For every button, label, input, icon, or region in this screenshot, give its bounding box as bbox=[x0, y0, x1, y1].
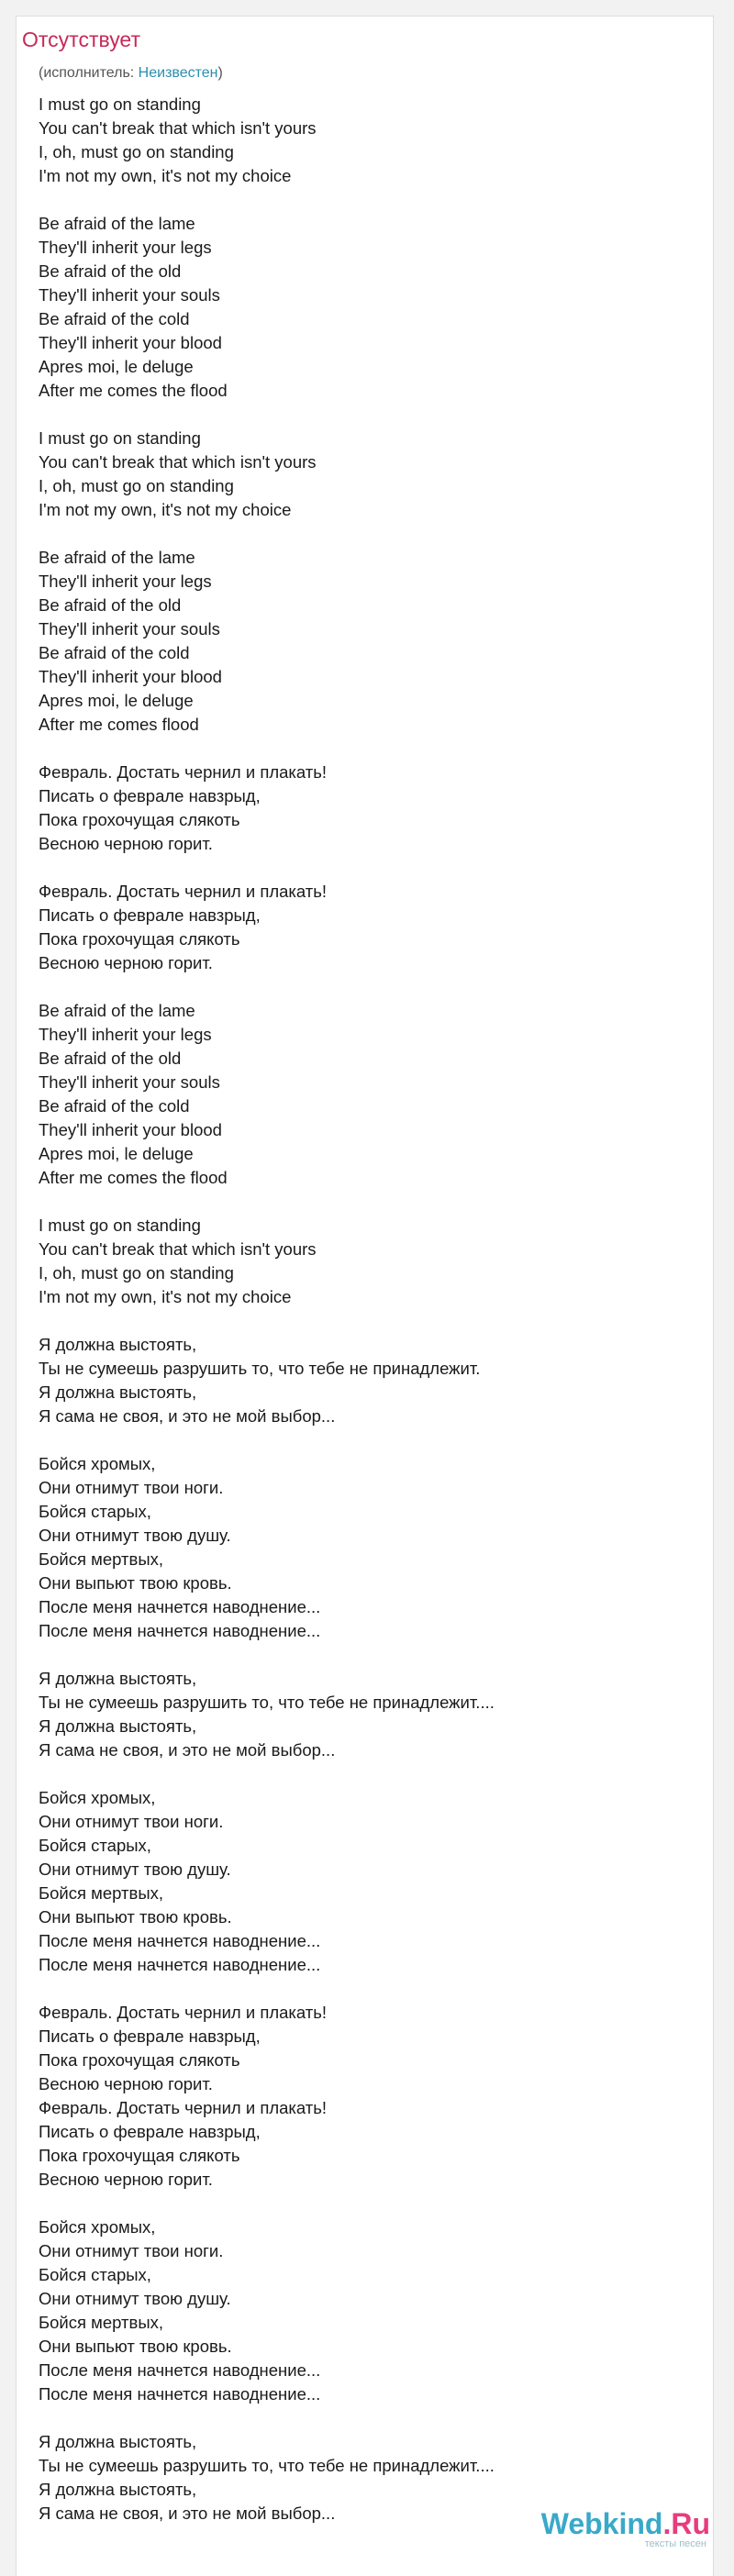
lyric-line: Бойся мертвых, bbox=[39, 1883, 164, 1903]
lyric-line: Бойся мертвых, bbox=[39, 1549, 164, 1569]
lyrics-stanza bbox=[39, 546, 699, 737]
logo-tagline: тексты песен bbox=[644, 2538, 706, 2549]
lyric-line: Be afraid of the cold bbox=[39, 309, 190, 328]
lyric-line: Я должна выстоять, bbox=[39, 1716, 197, 1736]
lyric-line: После меня начнется наводнение... bbox=[39, 1955, 321, 1974]
lyric-line: Весною черною горит. bbox=[39, 2074, 213, 2093]
logo-main-text: Webkind bbox=[540, 2507, 663, 2540]
lyric-line: Be afraid of the old bbox=[39, 261, 182, 281]
lyrics-stanza bbox=[39, 1667, 699, 1762]
lyric-line: Февраль. Достать чернил и плакать! bbox=[39, 762, 328, 782]
lyric-line: They'll inherit your souls bbox=[39, 619, 220, 638]
lyric-line: Пока грохочущая слякоть bbox=[39, 810, 240, 829]
lyric-line: I'm not my own, it's not my choice bbox=[39, 166, 292, 185]
lyric-line: They'll inherit your souls bbox=[39, 285, 220, 305]
lyric-line: I must go on standing bbox=[39, 94, 201, 114]
lyric-line: Они выпьют твою кровь. bbox=[39, 1573, 232, 1593]
lyric-line: Бойся старых, bbox=[39, 1836, 151, 1855]
lyric-line: Я должна выстоять, bbox=[39, 1669, 197, 1688]
lyric-line: После меня начнется наводнение... bbox=[39, 2384, 321, 2404]
lyrics-stanza bbox=[39, 999, 699, 1190]
lyric-line: Be afraid of the old bbox=[39, 595, 182, 615]
lyric-line: They'll inherit your legs bbox=[39, 572, 212, 591]
lyric-line: Февраль. Достать чернил и плакать! bbox=[39, 2098, 328, 2117]
lyric-line: После меня начнется наводнение... bbox=[39, 2360, 321, 2380]
lyric-line: Ты не сумеешь разрушить то, что тебе не принадлежит.... bbox=[39, 2456, 495, 2475]
lyric-line: Весною черною горит. bbox=[39, 2170, 213, 2189]
lyric-line: Весною черною горит. bbox=[39, 834, 213, 853]
lyric-line: Я должна выстоять, bbox=[39, 1335, 197, 1354]
lyric-line: I'm not my own, it's not my choice bbox=[39, 1287, 292, 1306]
lyric-line: Бойся мертвых, bbox=[39, 2313, 164, 2332]
lyric-line: Я должна выстоять, bbox=[39, 2480, 197, 2499]
lyrics-stanza bbox=[39, 1786, 699, 1977]
lyric-line: После меня начнется наводнение... bbox=[39, 1931, 321, 1950]
site-logo[interactable] bbox=[541, 2507, 710, 2549]
lyric-line: Я должна выстоять, bbox=[39, 2432, 197, 2451]
lyric-line: Я должна выстоять, bbox=[39, 1382, 197, 1402]
lyric-line: Я сама не своя, и это не мой выбор... bbox=[39, 2504, 336, 2523]
lyric-line: I'm not my own, it's not my choice bbox=[39, 500, 292, 519]
lyric-line: Они отнимут твои ноги. bbox=[39, 1812, 224, 1831]
lyric-line: I must go on standing bbox=[39, 428, 201, 448]
lyric-line: Они отнимут твою душу. bbox=[39, 1526, 231, 1545]
artist-prefix: (исполнитель: bbox=[39, 65, 139, 81]
lyrics-stanza bbox=[39, 1452, 699, 1643]
lyric-line: Они отнимут твою душу. bbox=[39, 1860, 231, 1879]
lyric-line: Писать о феврале навзрыд, bbox=[39, 786, 261, 805]
lyric-line: Писать о феврале навзрыд, bbox=[39, 2122, 261, 2141]
lyric-line: They'll inherit your legs bbox=[39, 238, 212, 257]
logo-tld: .Ru bbox=[662, 2507, 710, 2540]
lyrics-stanza bbox=[39, 880, 699, 975]
lyric-line: I, oh, must go on standing bbox=[39, 476, 234, 495]
lyric-line: После меня начнется наводнение... bbox=[39, 1621, 321, 1640]
lyric-line: Они выпьют твою кровь. bbox=[39, 2337, 232, 2356]
lyric-line: Be afraid of the lame bbox=[39, 548, 195, 567]
lyric-line: Они отнимут твои ноги. bbox=[39, 2241, 224, 2260]
lyric-line: Be afraid of the cold bbox=[39, 1096, 190, 1116]
lyric-line: They'll inherit your blood bbox=[39, 667, 222, 686]
lyric-line: Бойся старых, bbox=[39, 2265, 151, 2284]
lyrics-stanza bbox=[39, 761, 699, 856]
lyric-line: Бойся хромых, bbox=[39, 2217, 156, 2237]
lyric-line: Весною черною горит. bbox=[39, 953, 213, 972]
lyric-line: После меня начнется наводнение... bbox=[39, 1597, 321, 1616]
lyric-line: Be afraid of the lame bbox=[39, 214, 195, 233]
lyric-line: I, oh, must go on standing bbox=[39, 1263, 234, 1282]
lyric-line: They'll inherit your blood bbox=[39, 1120, 222, 1139]
lyric-line: Пока грохочущая слякоть bbox=[39, 2146, 240, 2165]
lyric-line: Февраль. Достать чернил и плакать! bbox=[39, 2003, 328, 2022]
lyric-line: You can't break that which isn't yours bbox=[39, 1239, 317, 1259]
lyrics-stanza bbox=[39, 93, 699, 188]
lyric-line: Be afraid of the lame bbox=[39, 1001, 195, 1020]
lyric-line: Бойся хромых, bbox=[39, 1454, 156, 1473]
artist-link[interactable]: Неизвестен bbox=[138, 65, 218, 81]
lyric-line: Писать о феврале навзрыд, bbox=[39, 2026, 261, 2046]
lyrics-stanza bbox=[39, 427, 699, 522]
lyric-line: Ты не сумеешь разрушить то, что тебе не принадлежит. bbox=[39, 1359, 481, 1378]
lyric-line: Пока грохочущая слякоть bbox=[39, 929, 240, 949]
song-title: Отсутствует bbox=[22, 28, 140, 51]
lyric-line: You can't break that which isn't yours bbox=[39, 118, 317, 138]
lyric-line: Be afraid of the cold bbox=[39, 643, 190, 662]
lyric-line: I, oh, must go on standing bbox=[39, 142, 234, 161]
lyrics-stanza bbox=[39, 2215, 699, 2406]
lyric-line: I must go on standing bbox=[39, 1216, 201, 1235]
lyric-line: Бойся хромых, bbox=[39, 1788, 156, 1807]
lyrics-body bbox=[39, 93, 699, 2549]
artist-line bbox=[39, 64, 223, 83]
lyrics-stanza bbox=[39, 1214, 699, 1309]
lyric-line: Писать о феврале навзрыд, bbox=[39, 905, 261, 925]
lyric-line: Apres moi, le deluge bbox=[39, 357, 194, 376]
lyric-line: Они отнимут твои ноги. bbox=[39, 1478, 224, 1497]
lyric-line: They'll inherit your souls bbox=[39, 1072, 220, 1092]
lyric-line: They'll inherit your legs bbox=[39, 1025, 212, 1044]
lyric-line: Бойся старых, bbox=[39, 1502, 151, 1521]
lyric-line: Apres moi, le deluge bbox=[39, 1144, 194, 1163]
lyric-line: Они отнимут твою душу. bbox=[39, 2289, 231, 2308]
lyric-line: After me comes the flood bbox=[39, 1168, 228, 1187]
lyrics-stanza bbox=[39, 2001, 699, 2192]
lyrics-stanza bbox=[39, 212, 699, 403]
lyrics-stanza bbox=[39, 1333, 699, 1428]
lyric-line: Be afraid of the old bbox=[39, 1049, 182, 1068]
lyric-line: You can't break that which isn't yours bbox=[39, 452, 317, 472]
lyric-line: Они выпьют твою кровь. bbox=[39, 1907, 232, 1926]
lyric-line: After me comes the flood bbox=[39, 381, 228, 400]
lyric-line: Ты не сумеешь разрушить то, что тебе не принадлежит.... bbox=[39, 1693, 495, 1712]
lyric-line: Я сама не своя, и это не мой выбор... bbox=[39, 1406, 336, 1426]
artist-suffix: ) bbox=[217, 65, 223, 81]
lyric-line: Я сама не своя, и это не мой выбор... bbox=[39, 1740, 336, 1760]
lyric-line: They'll inherit your blood bbox=[39, 333, 222, 352]
lyric-line: Февраль. Достать чернил и плакать! bbox=[39, 882, 328, 901]
lyric-line: Пока грохочущая слякоть bbox=[39, 2050, 240, 2070]
logo-wordmark bbox=[541, 2507, 710, 2540]
lyric-line: Apres moi, le deluge bbox=[39, 691, 194, 710]
lyric-line: After me comes flood bbox=[39, 715, 199, 734]
